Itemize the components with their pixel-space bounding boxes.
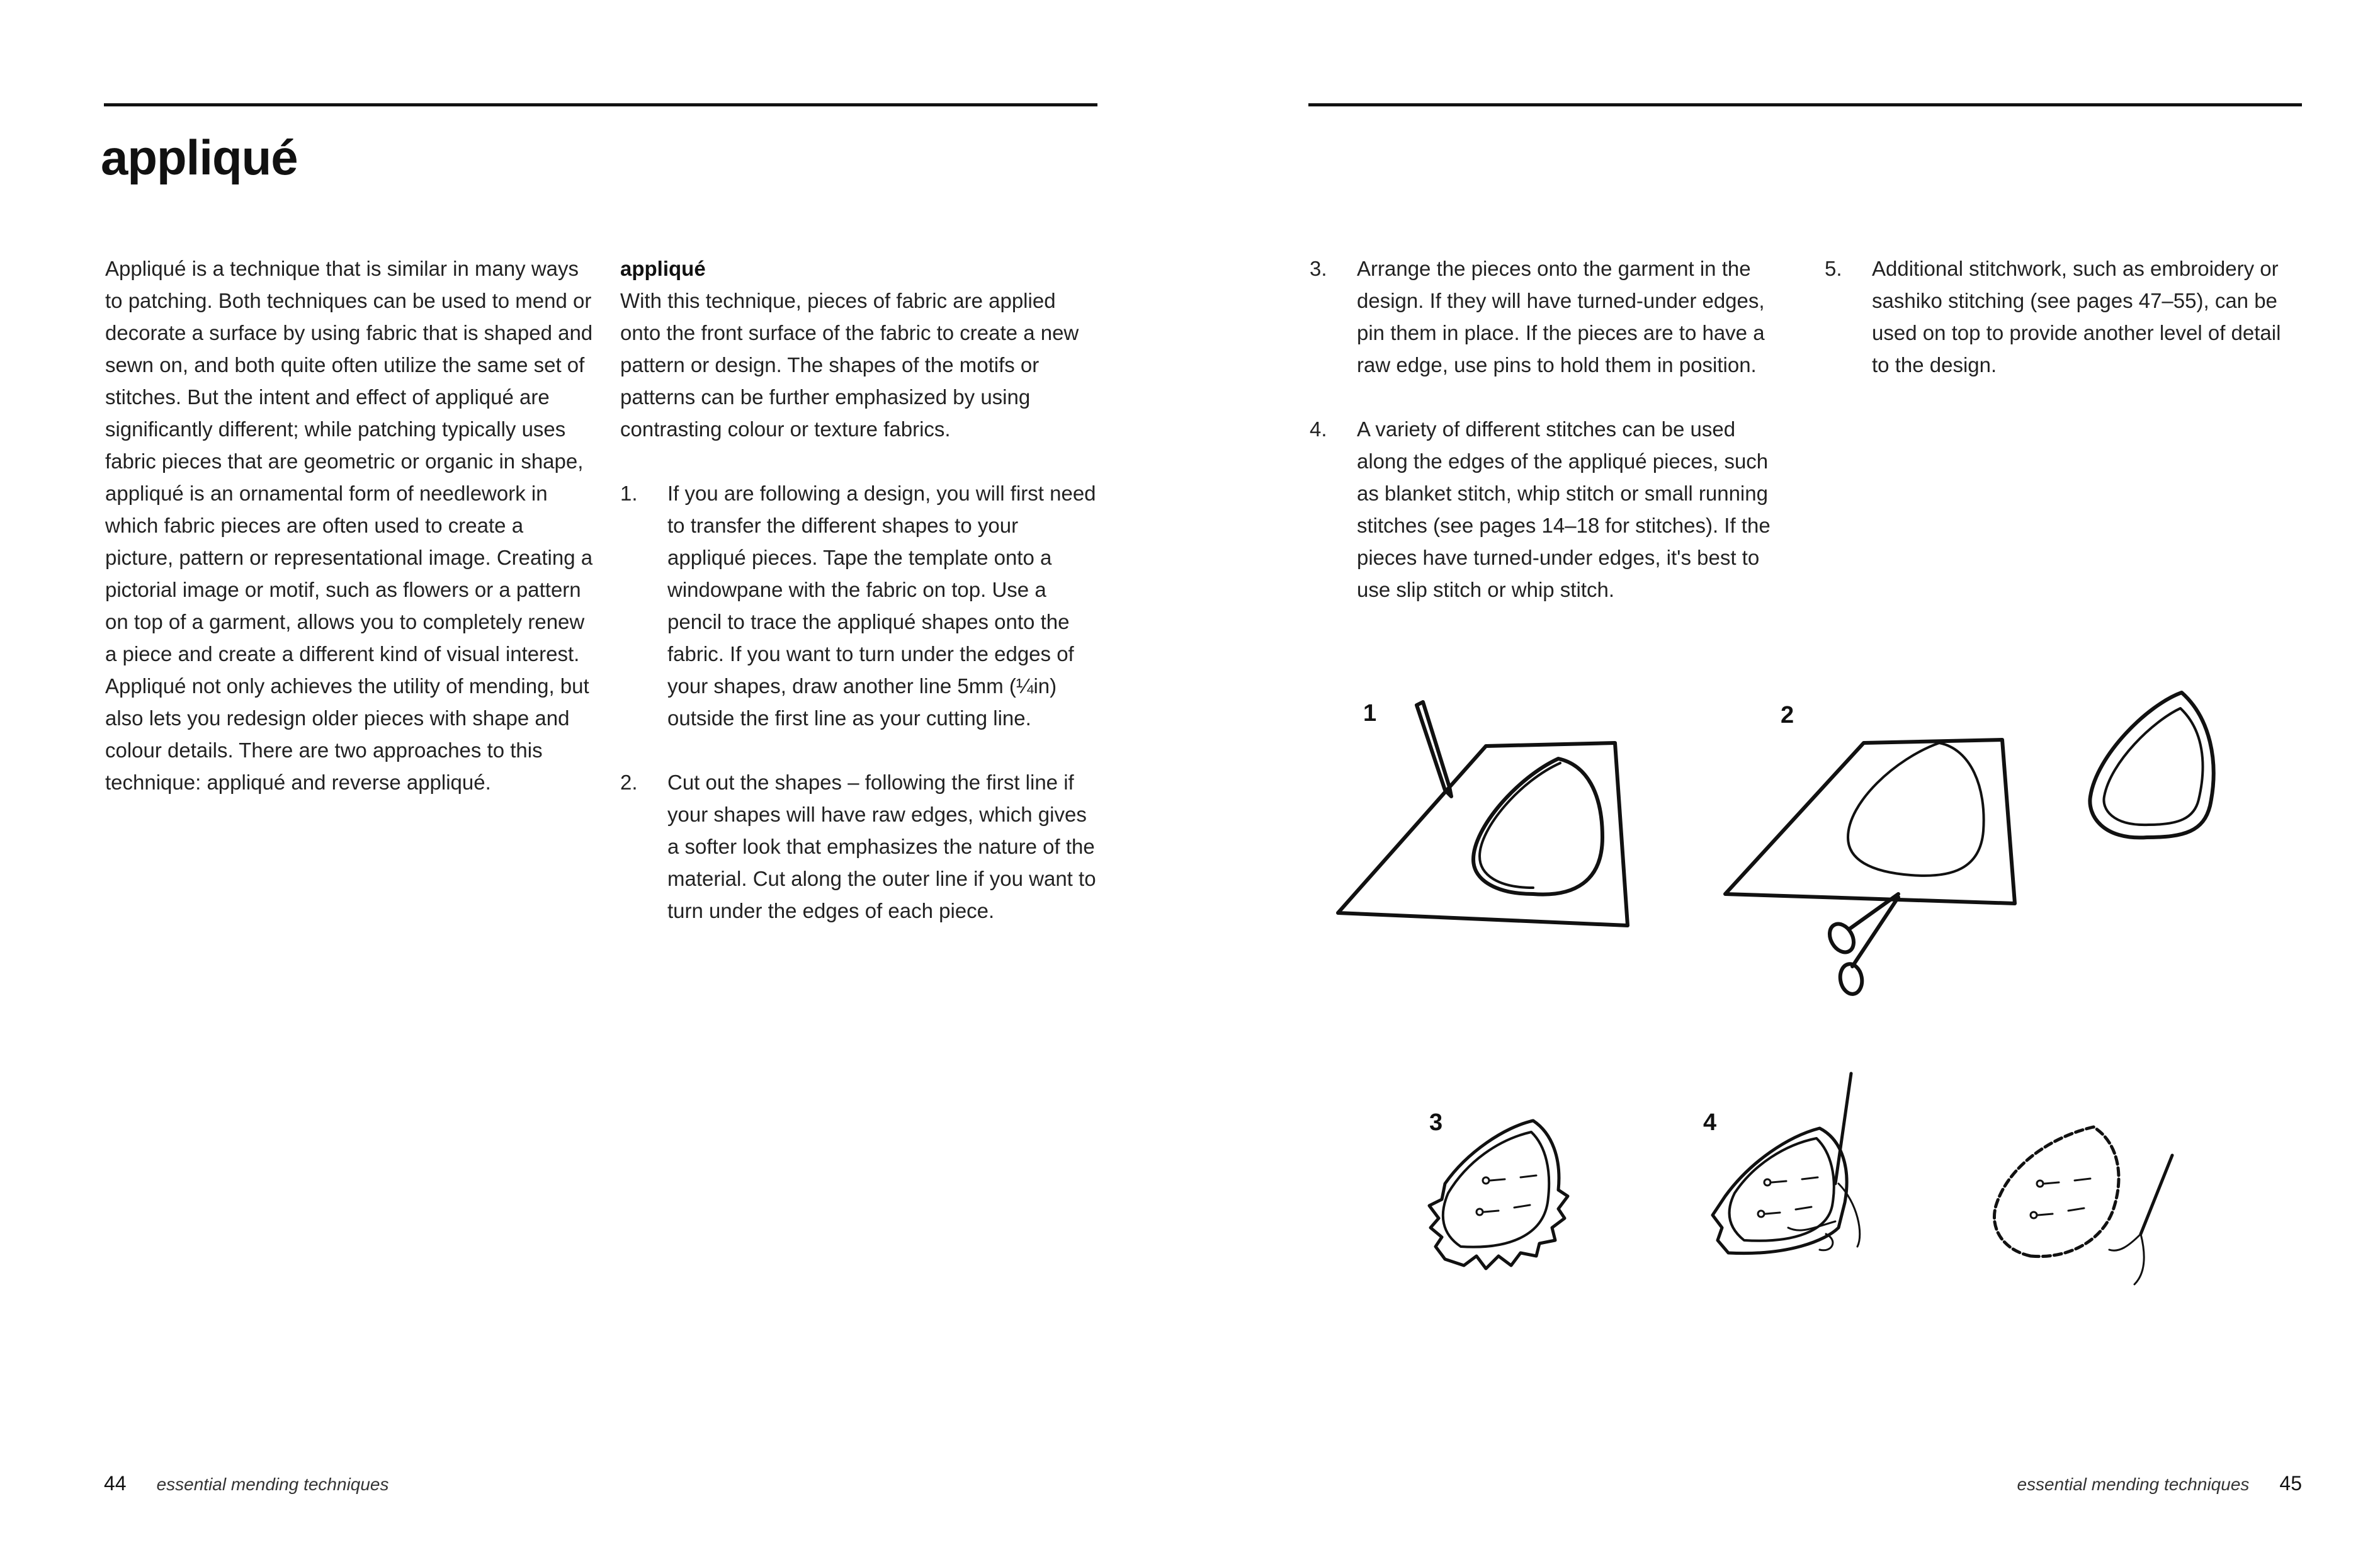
step-5 — [1825, 252, 2303, 381]
step-4-illustration — [1713, 1073, 1860, 1254]
step-text: Cut out the shapes – following the first line if your shapes will have raw edges, which gives a softer look that emphasizes the nature of the material. Cut along the outer line if you want to turn under the edges of each piece. — [667, 771, 1096, 922]
step-2 — [620, 766, 1099, 927]
page-title: appliqué — [101, 130, 298, 185]
running-title-right: essential mending techniques — [2017, 1474, 2250, 1494]
pins-5 — [2031, 1179, 2090, 1218]
illustration-label-1: 1 — [1363, 700, 1377, 727]
steps-column-4 — [1825, 252, 2303, 381]
whip-stitched-teardrop — [1994, 1127, 2119, 1257]
page-number-right: 45 — [2279, 1472, 2302, 1495]
illustration-label-3: 3 — [1429, 1109, 1443, 1136]
folio-right — [2017, 1472, 2302, 1495]
fabric-sheet-1 — [1338, 743, 1628, 925]
teardrop-shape-1 — [1473, 759, 1602, 895]
teardrop-outline-1 — [1480, 763, 1560, 888]
step-3-illustration — [1429, 1121, 1568, 1269]
cut-teardrop-inner — [2104, 708, 2202, 825]
illustration-label-4: 4 — [1703, 1109, 1717, 1136]
scissors-icon — [1825, 894, 1898, 996]
step-2-illustration — [1725, 693, 2214, 996]
fabric-sheet-2 — [1725, 740, 2015, 903]
step-text: If you are following a design, you will first need to transfer the different shapes to your appliqué pieces. Tape the template onto a windowpane with the fabric on top. Use a pencil to trace the appliqué shapes onto the fabric. If you want to turn under the edges of your shapes, draw another line 5mm (¼in) outside the first line as your cutting line. — [667, 482, 1096, 730]
needle-icon — [1835, 1073, 1851, 1184]
intro-paragraph: Appliqué is a technique that is similar in many ways to patching. Both techniques can be used to mend or decorate a surface by using fabric that is shaped and sewn on, and both quite often utilize the same set of stitches. But the intent and effect of appliqué are significantly different; while patching typically uses fabric pieces that are geometric or organic in shape, appliqué is an ornamental form of needlework in which fabric pieces are often used to create a picture, pattern or representational image. Creating a pictorial image or motif, such as flowers or a pattern on top of a garment, allows you to completely renew a piece and create a different kind of visual interest. Appliqué not only achieves the utility of mending, but also lets you redesign older pieces with shape and colour details. There are two approaches to this technique: appliqué and reverse appliqué. — [105, 257, 593, 794]
section-intro: With this technique, pieces of fabric are applied onto the front surface of the fabric to create a new pattern or design. The shapes of the motifs or patterns can be further emphasized by using contrasting colour or texture fabrics. — [620, 289, 1079, 441]
section-subhead: appliqué — [620, 257, 706, 280]
top-rule-right — [1308, 103, 2302, 106]
pins — [1476, 1175, 1536, 1215]
pencil-icon — [1417, 702, 1451, 796]
step-number: 1. — [620, 482, 638, 505]
top-rule-left — [104, 103, 1097, 106]
running-title-left: essential mending techniques — [156, 1474, 389, 1494]
step-1 — [620, 477, 1099, 734]
pins-4 — [1758, 1177, 1818, 1217]
step-text: Arrange the pieces onto the garment in the design. If they will have turned-under edges, pin them in place. If the pieces are to have a raw edge, use pins to hold them in position. — [1357, 257, 1765, 376]
step-4 — [1310, 413, 1788, 606]
illustration-label-2: 2 — [1781, 702, 1794, 728]
step-text: A variety of different stitches can be used along the edges of the appliqué pieces, such as blanket stitch, whip stitch or small running stitches (see pages 14–18 for stitches). If the pieces have turned-under edges, it's best to use slip stitch or whip stitch. — [1357, 417, 1771, 601]
applique-steps-illustration — [1310, 680, 2317, 1372]
step-1-illustration — [1338, 702, 1628, 925]
illustration-svg — [1310, 680, 2317, 1372]
finished-piece-illustration — [1994, 1127, 2172, 1284]
step-3 — [1310, 252, 1788, 381]
page-number-left: 44 — [104, 1472, 127, 1495]
step-number: 3. — [1310, 257, 1327, 280]
cut-teardrop-outer — [2090, 693, 2213, 837]
step-text: Additional stitchwork, such as embroidery or sashiko stitching (see pages 47–55), can be used on top to provide another level of detail to the design. — [1872, 257, 2281, 376]
steps-column-3 — [1310, 252, 1788, 606]
step-number: 2. — [620, 771, 638, 794]
traced-teardrop-2 — [1848, 743, 1984, 876]
step-number: 4. — [1310, 417, 1327, 441]
folio-left — [104, 1472, 389, 1495]
step-number: 5. — [1825, 257, 1842, 280]
finish-thread — [2109, 1234, 2144, 1284]
finish-needle-icon — [2141, 1155, 2172, 1234]
method-column — [620, 252, 1099, 927]
intro-column — [105, 252, 593, 798]
teardrop-piece-4 — [1730, 1138, 1834, 1241]
notched-edge-3 — [1429, 1121, 1568, 1269]
teardrop-piece-3 — [1443, 1132, 1549, 1247]
